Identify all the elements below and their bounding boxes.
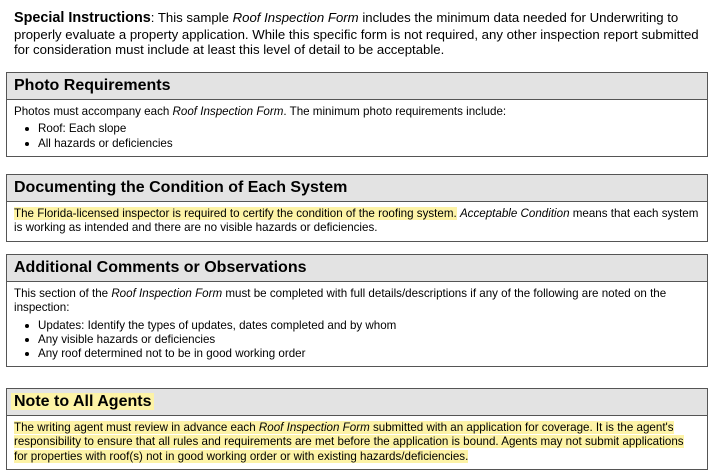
photo-form-name: Roof Inspection Form xyxy=(172,105,284,118)
agents-body xyxy=(7,416,707,469)
photo-intro xyxy=(14,105,700,119)
agents-text-after: submitted with an application for coverage. It is the agent's responsibility to ensure that all rules and requirements are met before the application is bound. Agents may not submit applications for properties with roof(s) not in good working order or with existing hazards/deficiencies. xyxy=(14,421,684,463)
agents-title: Note to All Agents xyxy=(11,393,154,410)
photo-text-after: . The minimum photo requirements include: xyxy=(283,105,507,118)
condition-text-after: means that each system is working as intended and there are no visible hazards or deficiencies. xyxy=(14,207,699,235)
special-instructions xyxy=(14,10,704,58)
photo-list xyxy=(14,122,700,151)
agents-form-name: Roof Inspection Form xyxy=(258,421,370,434)
intro-form-name: Roof Inspection Form xyxy=(232,10,359,25)
comments-title: Additional Comments or Observations xyxy=(7,255,707,282)
condition-term: Acceptable Condition xyxy=(459,207,570,220)
condition-body xyxy=(7,202,707,241)
comments-text-after: must be completed with full details/descriptions if any of the following are noted on the inspection: xyxy=(14,287,667,315)
agents-header xyxy=(7,389,707,416)
comments-section xyxy=(6,254,708,367)
list-item: Any visible hazards or deficiencies xyxy=(28,333,700,347)
list-item: All hazards or deficiencies xyxy=(28,137,700,151)
agents-note xyxy=(14,421,684,463)
list-item: Roof: Each slope xyxy=(28,122,700,136)
comments-form-name: Roof Inspection Form xyxy=(111,287,223,300)
comments-text-before: This section of the xyxy=(14,287,112,300)
comments-list xyxy=(14,319,700,362)
list-item: Updates: Identify the types of updates, dates completed and by whom xyxy=(28,319,700,333)
photo-text-before: Photos must accompany each xyxy=(14,105,173,118)
special-instructions-label: Special Instructions xyxy=(14,10,151,26)
photo-requirements-body xyxy=(7,100,707,156)
condition-section xyxy=(6,174,708,242)
intro-text-before: : This sample xyxy=(150,10,233,25)
agents-text-before: The writing agent must review in advance each xyxy=(14,421,259,434)
condition-highlight: The Florida-licensed inspector is required to certify the condition of the roofing system. xyxy=(14,207,457,220)
agents-section xyxy=(6,388,708,470)
comments-intro xyxy=(14,287,700,316)
condition-title: Documenting the Condition of Each System xyxy=(7,175,707,202)
intro-text-after: includes the minimum data needed for Underwriting to properly evaluate a property application. While this specific form is not required, any other inspection report submitted for consideration must include at least this level of detail to be acceptable. xyxy=(14,10,699,57)
list-item: Any roof determined not to be in good working order xyxy=(28,347,700,361)
comments-body xyxy=(7,282,707,366)
photo-requirements-title: Photo Requirements xyxy=(7,73,707,100)
photo-requirements-section xyxy=(6,72,708,157)
